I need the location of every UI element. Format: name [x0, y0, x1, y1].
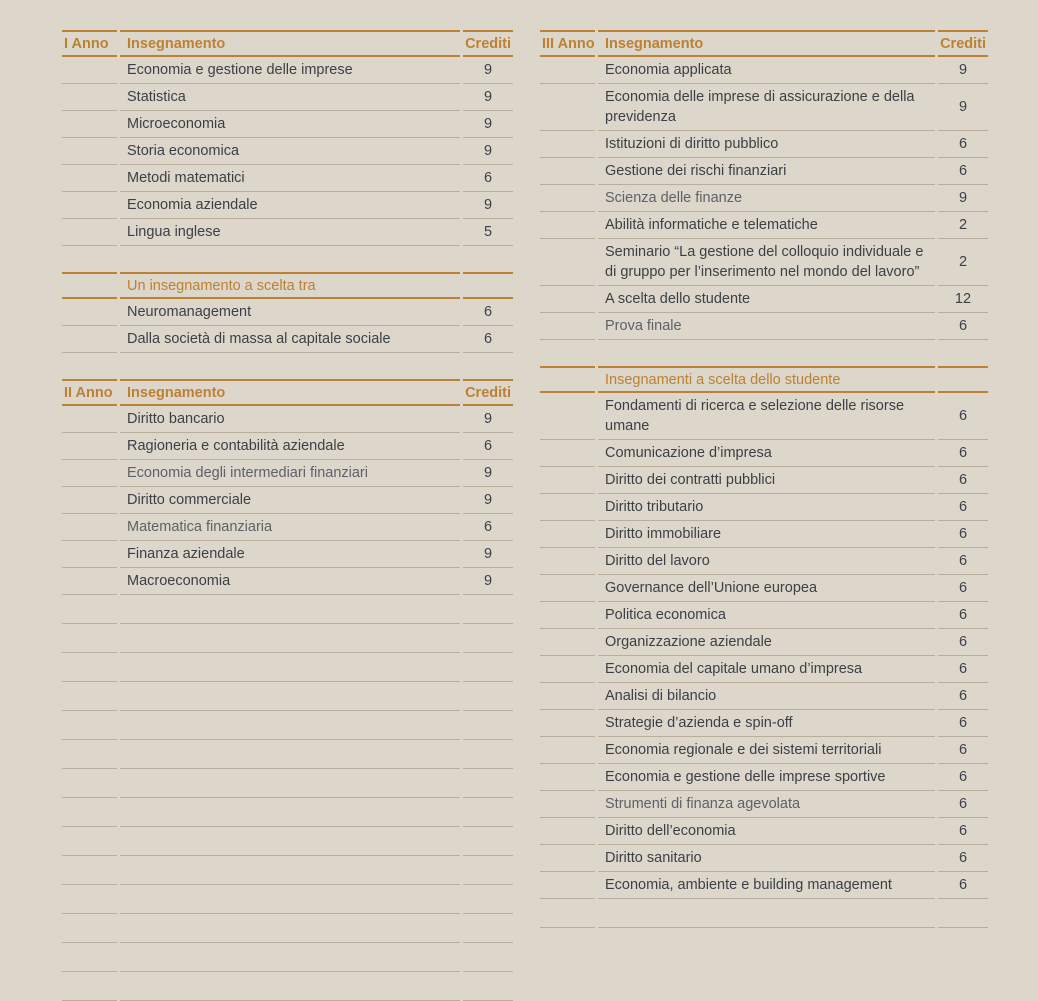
empty-row [62, 914, 513, 943]
course-row [540, 818, 988, 845]
course-name: Economia e gestione delle imprese [120, 57, 460, 84]
subheader-year-spacer [62, 272, 117, 299]
course-name: Comunicazione d’impresa [598, 440, 935, 467]
row-year-spacer [540, 737, 595, 764]
course-row [62, 219, 513, 246]
row-year-spacer [540, 845, 595, 872]
course-name: Diritto tributario [598, 494, 935, 521]
course-name: Organizzazione aziendale [598, 629, 935, 656]
course-row [540, 656, 988, 683]
empty-cell [120, 972, 460, 1001]
row-year-spacer [62, 138, 117, 165]
empty-cell [62, 740, 117, 769]
year2-label: II Anno [62, 379, 117, 406]
course-name: Economia applicata [598, 57, 935, 84]
course-name: Prova finale [598, 313, 935, 340]
course-credits: 6 [938, 872, 988, 899]
course-name: Metodi matematici [120, 165, 460, 192]
empty-cell [62, 972, 117, 1001]
course-credits: 6 [938, 131, 988, 158]
course-row [540, 521, 988, 548]
course-row [62, 111, 513, 138]
empty-cell [120, 740, 460, 769]
empty-cell [120, 914, 460, 943]
row-year-spacer [540, 131, 595, 158]
electives1-rows [62, 299, 513, 353]
course-name: Istituzioni di diritto pubblico [598, 131, 935, 158]
empty-cell [62, 943, 117, 972]
course-name: Matematica finanziaria [120, 514, 460, 541]
course-row [540, 440, 988, 467]
empty-row [62, 711, 513, 740]
course-name: Economia delle imprese di assicurazione e della previdenza [598, 84, 935, 131]
year2-table [62, 379, 513, 595]
row-year-spacer [540, 764, 595, 791]
course-credits: 6 [938, 313, 988, 340]
course-column-header: Insegnamento [120, 379, 460, 406]
empty-cell [120, 653, 460, 682]
electives3-header [540, 366, 988, 393]
empty-cell [120, 682, 460, 711]
course-credits: 6 [938, 629, 988, 656]
course-row [540, 872, 988, 899]
row-year-spacer [540, 818, 595, 845]
course-name: Economia del capitale umano d’impresa [598, 656, 935, 683]
row-year-spacer [62, 487, 117, 514]
course-row [62, 433, 513, 460]
course-credits: 6 [463, 433, 513, 460]
course-row [62, 514, 513, 541]
course-credits: 6 [938, 158, 988, 185]
empty-cell [62, 624, 117, 653]
course-name: Economia aziendale [120, 192, 460, 219]
empty-cell [62, 769, 117, 798]
row-year-spacer [540, 602, 595, 629]
row-year-spacer [62, 514, 117, 541]
empty-row [540, 899, 988, 928]
course-name: Seminario “La gestione del colloquio individuale e di gruppo per l’inserimento nel mondo del lavoro” [598, 239, 935, 286]
course-credits: 9 [463, 138, 513, 165]
row-year-spacer [540, 548, 595, 575]
course-name: Lingua inglese [120, 219, 460, 246]
course-row [62, 57, 513, 84]
course-row [62, 541, 513, 568]
subheader-credits-spacer [463, 272, 513, 299]
course-name: Abilità informatiche e telematiche [598, 212, 935, 239]
credits-column-header: Crediti [463, 379, 513, 406]
course-credits: 9 [463, 192, 513, 219]
course-credits: 9 [938, 57, 988, 84]
course-name: Macroeconomia [120, 568, 460, 595]
row-year-spacer [540, 575, 595, 602]
year3-table-header [540, 30, 988, 57]
year1-rows [62, 57, 513, 246]
course-column-header: Insegnamento [598, 30, 935, 57]
empty-cell [463, 943, 513, 972]
course-name: Diritto dei contratti pubblici [598, 467, 935, 494]
empty-cell [463, 624, 513, 653]
row-year-spacer [540, 84, 595, 131]
row-year-spacer [540, 57, 595, 84]
empty-cell [62, 653, 117, 682]
electives3-title: Insegnamenti a scelta dello studente [598, 366, 935, 393]
course-row [540, 764, 988, 791]
empty-cell [120, 711, 460, 740]
row-year-spacer [540, 656, 595, 683]
course-name: Gestione dei rischi finanziari [598, 158, 935, 185]
row-year-spacer [62, 326, 117, 353]
course-row [62, 487, 513, 514]
row-year-spacer [540, 467, 595, 494]
course-name: Diritto dell’economia [598, 818, 935, 845]
electives3-rows [540, 393, 988, 899]
course-row [62, 165, 513, 192]
row-year-spacer [62, 219, 117, 246]
course-credits: 6 [938, 737, 988, 764]
course-row [62, 326, 513, 353]
row-year-spacer [540, 286, 595, 313]
row-year-spacer [540, 440, 595, 467]
course-name: Dalla società di massa al capitale sociale [120, 326, 460, 353]
row-year-spacer [540, 158, 595, 185]
course-row [540, 845, 988, 872]
course-credits: 6 [938, 393, 988, 440]
empty-row [62, 653, 513, 682]
year1-label: I Anno [62, 30, 117, 57]
course-credits: 12 [938, 286, 988, 313]
course-credits: 6 [938, 602, 988, 629]
course-row [540, 494, 988, 521]
row-year-spacer [540, 239, 595, 286]
course-credits: 9 [463, 541, 513, 568]
row-year-spacer [540, 791, 595, 818]
row-year-spacer [62, 192, 117, 219]
row-year-spacer [540, 185, 595, 212]
course-credits: 6 [938, 521, 988, 548]
row-year-spacer [540, 393, 595, 440]
empty-cell [463, 682, 513, 711]
student-electives-table [540, 366, 988, 899]
empty-cell [62, 885, 117, 914]
course-name: Economia degli intermediari finanziari [120, 460, 460, 487]
course-row [540, 467, 988, 494]
course-name: Politica economica [598, 602, 935, 629]
row-year-spacer [62, 541, 117, 568]
course-credits: 9 [463, 487, 513, 514]
empty-row [62, 856, 513, 885]
year3-label: III Anno [540, 30, 595, 57]
right-empty-rows [540, 899, 988, 928]
row-year-spacer [540, 629, 595, 656]
course-credits: 6 [938, 764, 988, 791]
row-year-spacer [540, 212, 595, 239]
course-name: Microeconomia [120, 111, 460, 138]
empty-cell [938, 899, 988, 928]
course-name: Economia, ambiente e building management [598, 872, 935, 899]
empty-cell [120, 856, 460, 885]
year2-table-header [62, 379, 513, 406]
course-row [62, 406, 513, 433]
course-credits: 6 [938, 683, 988, 710]
course-row [540, 286, 988, 313]
course-credits: 9 [463, 406, 513, 433]
course-name: Ragioneria e contabilità aziendale [120, 433, 460, 460]
year3-table [540, 30, 988, 340]
course-name: Analisi di bilancio [598, 683, 935, 710]
subheader-credits-spacer [938, 366, 988, 393]
course-name: A scelta dello studente [598, 286, 935, 313]
empty-cell [463, 972, 513, 1001]
credits-column-header: Crediti [463, 30, 513, 57]
course-row [540, 57, 988, 84]
course-row [62, 568, 513, 595]
course-row [540, 84, 988, 131]
course-credits: 6 [938, 467, 988, 494]
course-credits: 9 [463, 460, 513, 487]
course-credits: 2 [938, 212, 988, 239]
empty-row [62, 798, 513, 827]
course-row [540, 158, 988, 185]
course-name: Scienza delle finanze [598, 185, 935, 212]
course-row [540, 683, 988, 710]
course-credits: 5 [463, 219, 513, 246]
course-row [540, 393, 988, 440]
row-year-spacer [540, 872, 595, 899]
row-year-spacer [62, 165, 117, 192]
course-credits: 6 [463, 514, 513, 541]
course-row [540, 575, 988, 602]
empty-cell [463, 827, 513, 856]
course-name: Strumenti di finanza agevolata [598, 791, 935, 818]
course-name: Fondamenti di ricerca e selezione delle risorse umane [598, 393, 935, 440]
course-credits: 6 [938, 791, 988, 818]
empty-cell [62, 682, 117, 711]
course-credits: 6 [938, 710, 988, 737]
course-name: Neuromanagement [120, 299, 460, 326]
course-credits: 6 [938, 845, 988, 872]
course-row [540, 313, 988, 340]
right-column [540, 30, 988, 1001]
course-name: Diritto del lavoro [598, 548, 935, 575]
empty-cell [62, 595, 117, 624]
course-row [62, 460, 513, 487]
row-year-spacer [62, 460, 117, 487]
course-credits: 6 [938, 575, 988, 602]
course-credits: 9 [463, 57, 513, 84]
empty-cell [120, 827, 460, 856]
row-year-spacer [540, 710, 595, 737]
course-row [540, 602, 988, 629]
course-row [540, 239, 988, 286]
row-year-spacer [62, 84, 117, 111]
course-credits: 9 [463, 84, 513, 111]
empty-cell [463, 856, 513, 885]
empty-cell [463, 711, 513, 740]
course-credits: 6 [938, 818, 988, 845]
course-row [540, 548, 988, 575]
course-row [62, 138, 513, 165]
course-row [62, 84, 513, 111]
empty-cell [62, 711, 117, 740]
course-row [540, 185, 988, 212]
course-name: Diritto sanitario [598, 845, 935, 872]
empty-cell [62, 914, 117, 943]
course-credits: 9 [938, 185, 988, 212]
empty-cell [120, 595, 460, 624]
course-credits: 6 [938, 548, 988, 575]
empty-cell [463, 798, 513, 827]
row-year-spacer [62, 433, 117, 460]
empty-row [62, 682, 513, 711]
course-row [62, 299, 513, 326]
left-empty-rows [62, 595, 513, 1001]
course-name: Storia economica [120, 138, 460, 165]
empty-cell [120, 885, 460, 914]
electives1-header [62, 272, 513, 299]
empty-row [62, 885, 513, 914]
subheader-year-spacer [540, 366, 595, 393]
empty-cell [463, 740, 513, 769]
course-credits: 6 [938, 656, 988, 683]
empty-cell [463, 885, 513, 914]
course-row [540, 710, 988, 737]
course-credits: 9 [463, 568, 513, 595]
empty-cell [463, 914, 513, 943]
course-row [540, 737, 988, 764]
empty-cell [463, 653, 513, 682]
empty-row [62, 769, 513, 798]
empty-cell [62, 798, 117, 827]
empty-cell [120, 943, 460, 972]
year2-rows [62, 406, 513, 595]
course-name: Economia e gestione delle imprese sportive [598, 764, 935, 791]
course-name: Strategie d’azienda e spin-off [598, 710, 935, 737]
course-credits: 6 [938, 440, 988, 467]
course-credits: 6 [938, 494, 988, 521]
empty-cell [120, 769, 460, 798]
credits-column-header: Crediti [938, 30, 988, 57]
empty-cell [120, 798, 460, 827]
course-credits: 9 [463, 111, 513, 138]
row-year-spacer [540, 494, 595, 521]
course-name: Statistica [120, 84, 460, 111]
row-year-spacer [540, 683, 595, 710]
course-row [540, 629, 988, 656]
course-name: Diritto immobiliare [598, 521, 935, 548]
year3-rows [540, 57, 988, 340]
empty-row [62, 943, 513, 972]
empty-row [62, 624, 513, 653]
empty-row [62, 595, 513, 624]
row-year-spacer [62, 406, 117, 433]
course-row [540, 791, 988, 818]
row-year-spacer [62, 299, 117, 326]
course-column-header: Insegnamento [120, 30, 460, 57]
left-column [62, 30, 513, 1001]
electives1-title: Un insegnamento a scelta tra [120, 272, 460, 299]
empty-row [62, 827, 513, 856]
course-name: Diritto bancario [120, 406, 460, 433]
course-credits: 2 [938, 239, 988, 286]
empty-cell [598, 899, 935, 928]
row-year-spacer [62, 568, 117, 595]
empty-cell [540, 899, 595, 928]
course-row [62, 192, 513, 219]
course-row [540, 212, 988, 239]
course-credits: 9 [938, 84, 988, 131]
empty-row [62, 972, 513, 1001]
course-credits: 6 [463, 165, 513, 192]
row-year-spacer [62, 111, 117, 138]
empty-cell [463, 769, 513, 798]
year1-table [62, 30, 513, 246]
row-year-spacer [62, 57, 117, 84]
year1-table-header [62, 30, 513, 57]
row-year-spacer [540, 521, 595, 548]
empty-cell [120, 624, 460, 653]
course-credits: 6 [463, 326, 513, 353]
course-name: Diritto commerciale [120, 487, 460, 514]
course-credits: 6 [463, 299, 513, 326]
row-year-spacer [540, 313, 595, 340]
course-name: Governance dell’Unione europea [598, 575, 935, 602]
empty-cell [62, 856, 117, 885]
empty-row [62, 740, 513, 769]
course-name: Economia regionale e dei sistemi territoriali [598, 737, 935, 764]
empty-cell [62, 827, 117, 856]
year1-electives-table [62, 272, 513, 353]
empty-cell [463, 595, 513, 624]
course-row [540, 131, 988, 158]
course-name: Finanza aziendale [120, 541, 460, 568]
